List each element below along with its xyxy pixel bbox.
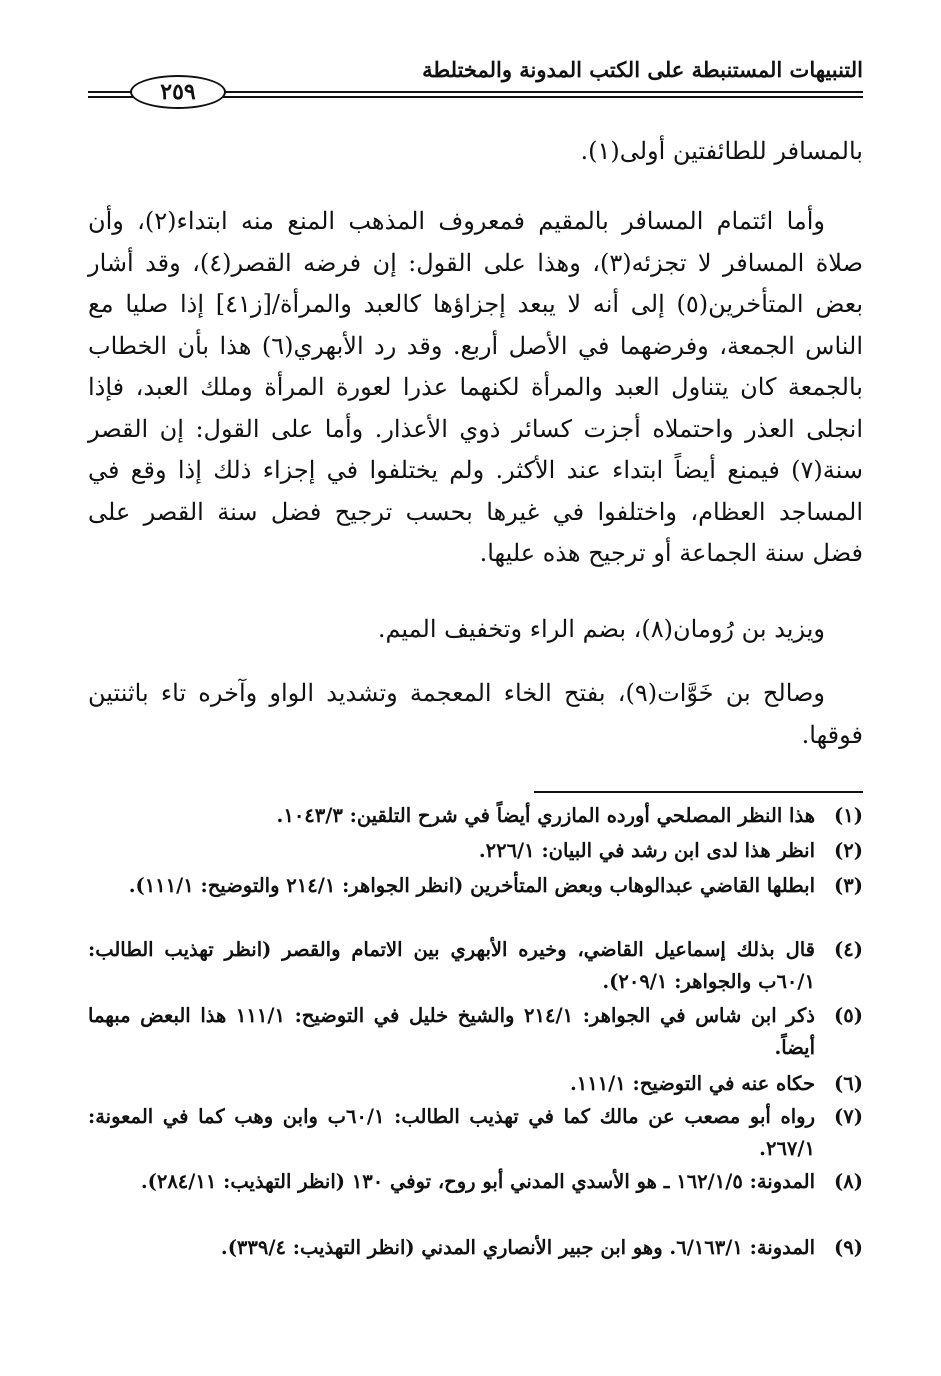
footnote bbox=[88, 870, 863, 902]
footnote-text: قال بذلك إسماعيل القاضي، وخيره الأبهري بين الاتمام والقصر (انظر تهذيب الطالب: ٦٠/١ب والجواهر: ٢٠٩/١). bbox=[88, 938, 815, 993]
footnote bbox=[88, 1166, 863, 1198]
footnote-number: (٥) bbox=[834, 1004, 863, 1027]
footnote-text: ابطلها القاضي عبدالوهاب وبعض المتأخرين (انظر الجواهر: ٢١٤/١ والتوضيح: ١١١/١). bbox=[128, 874, 815, 897]
paragraph: وصالح بن خَوَّات(٩)، بفتح الخاء المعجمة وتشديد الواو وآخره تاء باثنتين فوقها. bbox=[88, 679, 863, 749]
footnote-number: (٣) bbox=[834, 874, 863, 897]
footnote bbox=[88, 800, 863, 832]
footnote-number: (٤) bbox=[834, 938, 863, 961]
paragraph: وأما ائتمام المسافر بالمقيم فمعروف المذهب المنع منه ابتداء(٢)، وأن صلاة المسافر لا تجزئه(٣)، وهذا على القول: إن فرضه القصر(٤)، وقد أشار بعض المتأخرين(٥) إلى أنه لا يبعد إجزاؤها كالعبد والمرأة/[ز٤١] إذا صليا مع الناس الجمعة، وفرضهما في الأصل أربع. وقد رد الأبهري(٦) هذا بأن الخطاب بالجمعة كان يتناول العبد والمرأة لكنهما عذرا لعورة المرأة وملك العبد، فإذا انجلى العذر واحتملاه أجزت كسائر ذوي الأعذار. وأما على القول: إن القصر سنة(٧) فيمنع أيضاً ابتداء عند الأكثر. ولم يختلفوا في إجزاء ذلك إذا وقع في المساجد العظام، واختلفوا في غيرها بحسب ترجيح فضل سنة القصر على فضل سنة الجماعة أو ترجيح هذه عليها. bbox=[88, 207, 864, 567]
footnote-text: المدونة: ١٦٢/١/٥ ـ هو الأسدي المدني أبو روح، توفي ١٣٠ (انظر التهذيب: ٢٨٤/١١). bbox=[140, 1170, 815, 1193]
paragraph: ويزيد بن رُومان(٨)، بضم الراء وتخفيف الميم. bbox=[377, 615, 825, 643]
footnote-number: (١) bbox=[834, 804, 863, 827]
footnote-text: رواه أبو مصعب عن مالك كما في تهذيب الطالب: ٦٠/١ب وابن وهب كما في المعونة: ٢٦٧/١. bbox=[88, 1105, 815, 1160]
footnote-text: المدونة: ٦/١٦٣/١. وهو ابن جبير الأنصاري المدني (انظر التهذيب: ٣٣٩/٤). bbox=[220, 1236, 815, 1259]
footnote bbox=[88, 1068, 863, 1100]
footnote-text: حكاه عنه في التوضيح: ١١١/١. bbox=[569, 1072, 815, 1095]
footnote-text: ذكر ابن شاس في الجواهر: ٢١٤/١ والشيخ خليل في التوضيح: ١١١/١ هذا البعض مبهما أيضاً. bbox=[88, 1004, 815, 1059]
paragraph: بالمسافر للطائفتين أولى(١). bbox=[580, 137, 863, 165]
footnote-number: (٨) bbox=[834, 1170, 863, 1193]
footnote bbox=[88, 934, 863, 998]
footnote-divider bbox=[534, 791, 863, 793]
footnote-text: انظر هذا لدى ابن رشد في البيان: ٢٢٦/١. bbox=[478, 839, 815, 862]
footnote-number: (٦) bbox=[834, 1072, 863, 1095]
footnote bbox=[88, 1000, 863, 1064]
running-title: التنبيهات المستنبطة على الكتب المدونة والمختلطة bbox=[422, 57, 863, 82]
footnote bbox=[88, 1101, 863, 1165]
footnote-number: (٢) bbox=[834, 839, 863, 862]
page-number: ٢٥٩ bbox=[130, 75, 226, 109]
footnote bbox=[88, 1232, 863, 1264]
footnote-number: (٩) bbox=[834, 1236, 863, 1259]
footnote-text: هذا النظر المصلحي أورده المازري أيضاً في شرح التلقين: ١٠٤٣/٣. bbox=[276, 804, 815, 827]
footnote bbox=[88, 835, 863, 867]
page-header bbox=[88, 55, 863, 103]
footnote-number: (٧) bbox=[834, 1105, 863, 1128]
